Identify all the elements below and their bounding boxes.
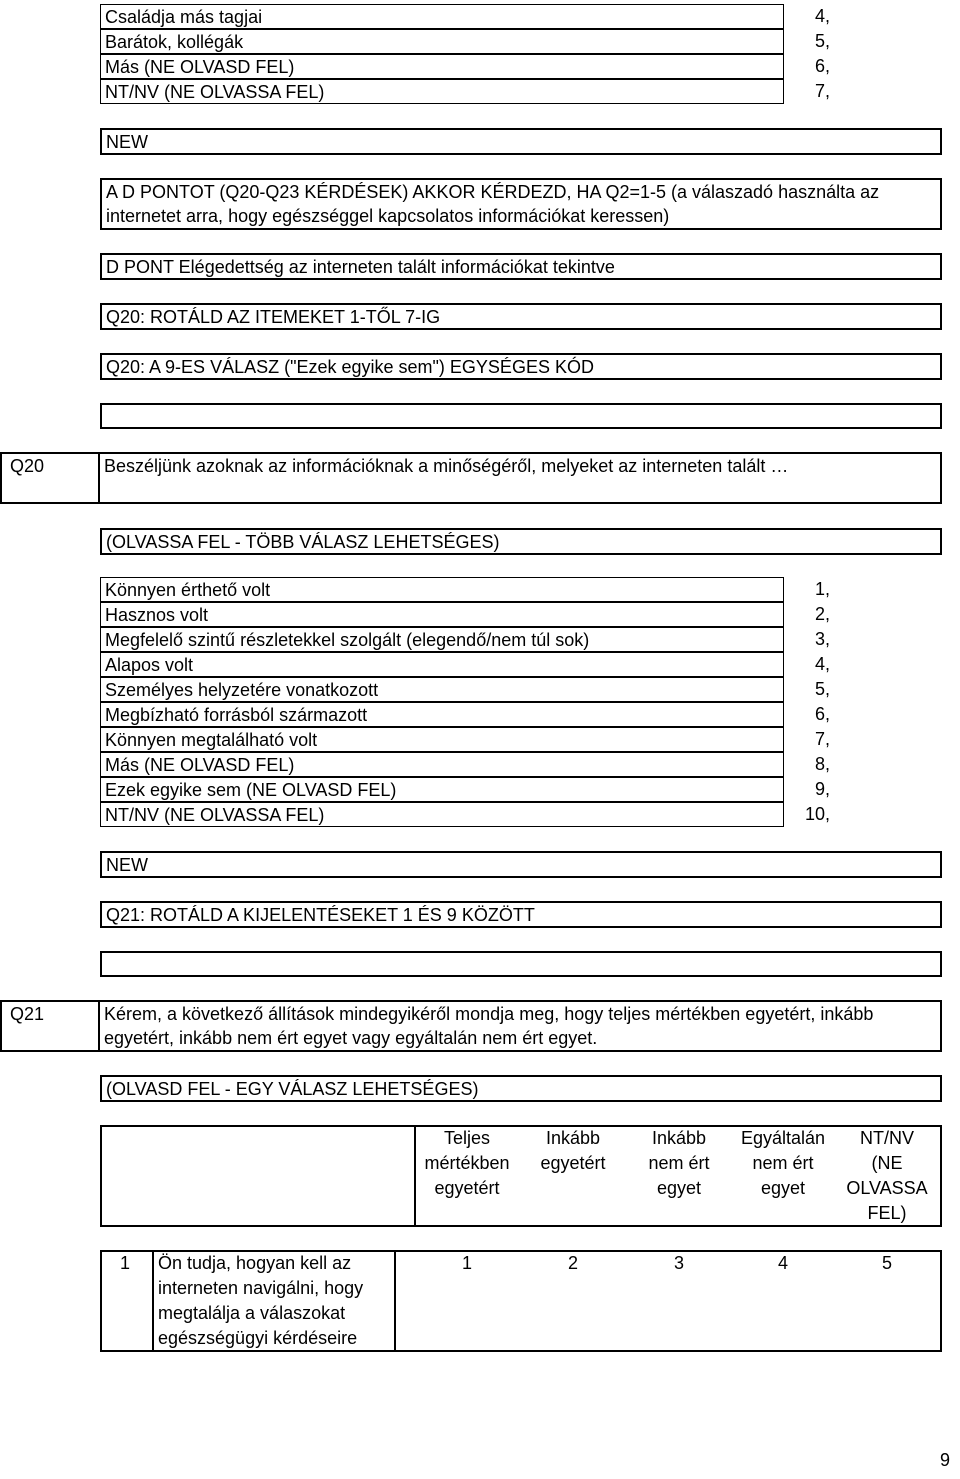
q20-instruction-text: (OLVASSA FEL - TÖBB VÁLASZ LEHETSÉGES) (106, 532, 500, 552)
section-d-title-text: D PONT Elégedettség az interneten talált információkat tekintve (106, 257, 615, 277)
q20-option (100, 652, 784, 677)
option-code: 5, (814, 31, 830, 51)
q20-question-text: Beszéljünk azoknak az információknak a minőségéről, melyeket az interneten talált … (104, 456, 789, 476)
option-label: Könnyen érthető volt (105, 580, 271, 600)
option-code: 4, (814, 6, 830, 26)
answer-code[interactable]: 4 (777, 1253, 788, 1273)
new-marker-box (100, 851, 942, 878)
option-code: 4, (814, 654, 830, 674)
q20-id-box (0, 452, 100, 504)
option-label: Személyes helyzetére vonatkozott (105, 680, 379, 700)
option-label: Családja más tagjai (105, 7, 263, 27)
option-label: Más (NE OLVASD FEL) (105, 57, 295, 77)
option-label: NT/NV (NE OLVASSA FEL) (105, 805, 325, 825)
list-item (100, 4, 784, 29)
option-code: 2, (814, 604, 830, 624)
section-d-note (100, 178, 942, 230)
new-marker-box (100, 128, 942, 155)
q20-option (100, 727, 784, 752)
q20-rotate-instruction (100, 303, 942, 330)
q21-id-box (0, 1000, 100, 1052)
q20-rotate-text: Q20: ROTÁLD AZ ITEMEKET 1-TŐL 7-IG (106, 307, 441, 327)
item-text: Ön tudja, hogyan kell az interneten navigálni, hogy megtalálja a válaszokat egészségügyi kérdéseire (158, 1253, 364, 1348)
scale-header: Teljes mértékben egyetért (424, 1128, 510, 1198)
q20-option (100, 627, 784, 652)
q21-rotate-text: Q21: ROTÁLD A KIJELENTÉSEKET 1 ÉS 9 KÖZÖTT (106, 905, 535, 925)
empty-box (100, 951, 942, 977)
q20-option (100, 602, 784, 627)
row-divider (394, 1250, 396, 1352)
answer-code[interactable]: 2 (567, 1253, 578, 1273)
option-code: 5, (814, 679, 830, 699)
scale-header: Inkább nem ért egyet (648, 1128, 710, 1198)
answer-code[interactable]: 3 (673, 1253, 684, 1273)
q21-instruction (100, 1075, 942, 1102)
q20-unique-text: Q20: A 9-ES VÁLASZ ("Ezek egyike sem") EGYSÉGES KÓD (106, 357, 594, 377)
page-number: 9 (940, 1450, 951, 1470)
q20-option (100, 752, 784, 777)
q20-option (100, 677, 784, 702)
scale-header: Inkább egyetért (540, 1128, 606, 1173)
q20-id: Q20 (10, 456, 45, 476)
q20-option (100, 802, 784, 827)
option-code: 7, (814, 81, 830, 101)
row-divider (152, 1250, 154, 1352)
option-code: 6, (814, 56, 830, 76)
q20-option (100, 702, 784, 727)
list-item (100, 79, 784, 104)
option-label: Hasznos volt (105, 605, 209, 625)
option-code: 3, (814, 629, 830, 649)
option-code: 1, (814, 579, 830, 599)
option-label: Megfelelő szintű részletekkel szolgált (elegendő/nem túl sok) (105, 630, 590, 650)
q21-question-box (98, 1000, 942, 1052)
list-item (100, 54, 784, 79)
option-code: 6, (814, 704, 830, 724)
q20-option (100, 777, 784, 802)
q20-question-box (98, 452, 942, 504)
q21-id: Q21 (10, 1004, 45, 1024)
q20-unique-code-instruction (100, 353, 942, 380)
option-code: 10, (804, 804, 830, 824)
scale-header: Egyáltalán nem ért egyet (740, 1128, 826, 1198)
option-label: Más (NE OLVASD FEL) (105, 755, 295, 775)
new-label: NEW (106, 855, 148, 875)
option-label: NT/NV (NE OLVASSA FEL) (105, 82, 325, 102)
option-label: Alapos volt (105, 655, 194, 675)
option-code: 9, (814, 779, 830, 799)
option-label: Ezek egyike sem (NE OLVASD FEL) (105, 780, 397, 800)
new-label: NEW (106, 132, 148, 152)
q21-instruction-text: (OLVASD FEL - EGY VÁLASZ LEHETSÉGES) (106, 1079, 479, 1099)
scale-header: NT/NV (NE OLVASSA FEL) (846, 1128, 928, 1223)
empty-box (100, 403, 942, 429)
q20-instruction (100, 528, 942, 555)
option-code: 8, (814, 754, 830, 774)
q20-option (100, 577, 784, 602)
answer-code[interactable]: 5 (881, 1253, 892, 1273)
option-label: Barátok, kollégák (105, 32, 244, 52)
option-label: Megbízható forrásból származott (105, 705, 368, 725)
section-d-note-text: A D PONTOT (Q20-Q23 KÉRDÉSEK) AKKOR KÉRDEZD, HA Q2=1-5 (a válaszadó használta az internetet arra, hogy egészséggel kapcsolatos információkat keressen) (106, 182, 880, 226)
list-item (100, 29, 784, 54)
option-label: Könnyen megtalálható volt (105, 730, 318, 750)
item-number: 1 (120, 1253, 131, 1273)
option-code: 7, (814, 729, 830, 749)
section-d-title (100, 253, 942, 280)
q21-question-text: Kérem, a következő állítások mindegyikéről mondja meg, hogy teljes mértékben egyetért, inkább egyetért, inkább nem ért egyet vagy egyáltalán nem ért egyet. (104, 1004, 874, 1048)
answer-code[interactable]: 1 (461, 1253, 472, 1273)
q21-rotate-instruction (100, 901, 942, 928)
